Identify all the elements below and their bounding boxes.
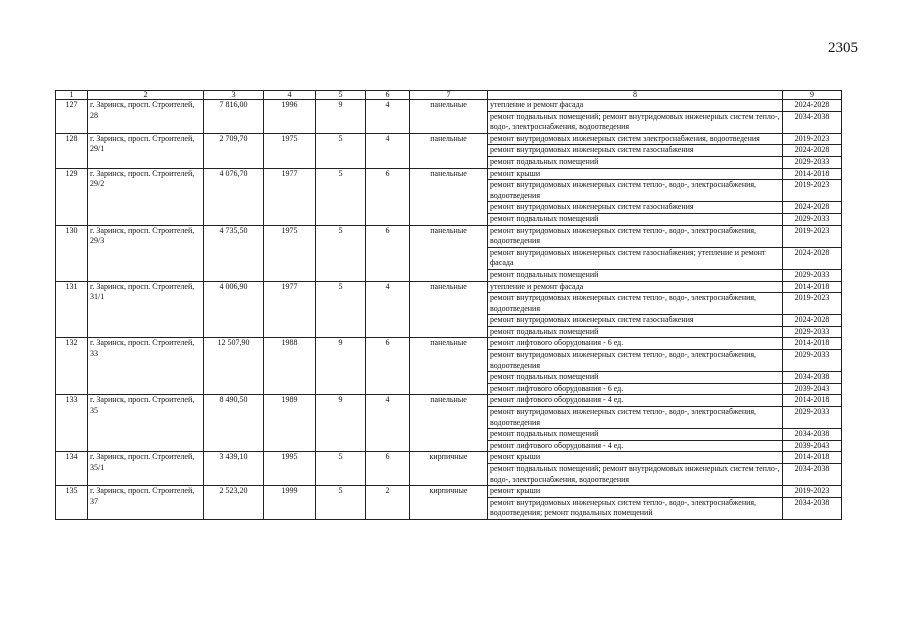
table-row bbox=[56, 486, 842, 498]
wall-material-cell: панельные bbox=[410, 168, 488, 225]
floors-cell: 5 bbox=[316, 133, 366, 168]
table-row bbox=[56, 281, 842, 293]
floors-cell: 5 bbox=[316, 452, 366, 486]
column-header: 6 bbox=[366, 91, 410, 100]
work-description-cell: ремонт внутридомовых инженерных систем тепло-, водо-, электроснабжения, водоотведения bbox=[488, 293, 783, 315]
work-description-cell: ремонт подвальных помещений; ремонт внутридомовых инженерных систем тепло-, водо-, электроснабжения, водоотведения bbox=[488, 464, 783, 486]
table-row bbox=[56, 338, 842, 350]
wall-material-cell: панельные bbox=[410, 133, 488, 168]
area-cell: 4 076,70 bbox=[204, 168, 264, 225]
table-row bbox=[56, 100, 842, 112]
area-cell: 8 490,50 bbox=[204, 395, 264, 452]
year-cell: 1975 bbox=[264, 225, 316, 281]
floors-cell: 5 bbox=[316, 225, 366, 281]
year-cell: 1975 bbox=[264, 133, 316, 168]
address-cell: г. Заринск, просп. Строителей, 35/1 bbox=[88, 452, 204, 486]
row-number-cell: 131 bbox=[56, 281, 88, 338]
period-cell: 2034-2038 bbox=[783, 429, 842, 441]
work-description-cell: утепление и ремонт фасада bbox=[488, 281, 783, 293]
table-row bbox=[56, 133, 842, 145]
entrances-cell: 4 bbox=[366, 133, 410, 168]
period-cell: 2034-2038 bbox=[783, 497, 842, 519]
entrances-cell: 4 bbox=[366, 100, 410, 134]
wall-material-cell: кирпичные bbox=[410, 486, 488, 520]
period-cell: 2014-2018 bbox=[783, 395, 842, 407]
area-cell: 12 507,90 bbox=[204, 338, 264, 395]
period-cell: 2019-2023 bbox=[783, 486, 842, 498]
address-cell: г. Заринск, просп. Строителей, 33 bbox=[88, 338, 204, 395]
entrances-cell: 6 bbox=[366, 338, 410, 395]
work-description-cell: ремонт крыши bbox=[488, 452, 783, 464]
period-cell: 2029-2033 bbox=[783, 269, 842, 281]
floors-cell: 9 bbox=[316, 100, 366, 134]
table-row bbox=[56, 395, 842, 407]
wall-material-cell: панельные bbox=[410, 225, 488, 281]
year-cell: 1989 bbox=[264, 395, 316, 452]
work-description-cell: ремонт внутридомовых инженерных систем электроснабжения, водоотведения bbox=[488, 133, 783, 145]
entrances-cell: 2 bbox=[366, 486, 410, 520]
work-description-cell: ремонт внутридомовых инженерных систем тепло-, водо-, электроснабжения, водоотведения bbox=[488, 225, 783, 247]
work-description-cell: ремонт подвальных помещений bbox=[488, 326, 783, 338]
table-row bbox=[56, 452, 842, 464]
work-description-cell: ремонт крыши bbox=[488, 168, 783, 180]
work-description-cell: ремонт лифтового оборудования - 4 ед. bbox=[488, 395, 783, 407]
row-number-cell: 133 bbox=[56, 395, 88, 452]
area-cell: 3 439,10 bbox=[204, 452, 264, 486]
work-description-cell: ремонт подвальных помещений; ремонт внутридомовых инженерных систем тепло-, водо-, электроснабжения, водоотведения bbox=[488, 111, 783, 133]
row-number-cell: 135 bbox=[56, 486, 88, 520]
row-number-cell: 129 bbox=[56, 168, 88, 225]
work-description-cell: ремонт внутридомовых инженерных систем газоснабжения bbox=[488, 145, 783, 157]
column-header: 2 bbox=[88, 91, 204, 100]
row-number-cell: 128 bbox=[56, 133, 88, 168]
period-cell: 2024-2028 bbox=[783, 315, 842, 327]
area-cell: 4 006,90 bbox=[204, 281, 264, 338]
table-row bbox=[56, 225, 842, 247]
period-cell: 2034-2038 bbox=[783, 372, 842, 384]
period-cell: 2024-2028 bbox=[783, 100, 842, 112]
table-row bbox=[56, 168, 842, 180]
work-description-cell: ремонт внутридомовых инженерных систем тепло-, водо-, электроснабжения, водоотведения bbox=[488, 407, 783, 429]
row-number-cell: 134 bbox=[56, 452, 88, 486]
row-number-cell: 127 bbox=[56, 100, 88, 134]
period-cell: 2024-2028 bbox=[783, 202, 842, 214]
repair-schedule-table bbox=[55, 90, 842, 520]
floors-cell: 5 bbox=[316, 281, 366, 338]
wall-material-cell: панельные bbox=[410, 338, 488, 395]
area-cell: 7 816,00 bbox=[204, 100, 264, 134]
year-cell: 1977 bbox=[264, 281, 316, 338]
address-cell: г. Заринск, просп. Строителей, 37 bbox=[88, 486, 204, 520]
page-number: 2305 bbox=[828, 40, 858, 56]
work-description-cell: ремонт лифтового оборудования - 6 ед. bbox=[488, 338, 783, 350]
floors-cell: 9 bbox=[316, 338, 366, 395]
period-cell: 2034-2038 bbox=[783, 464, 842, 486]
year-cell: 1988 bbox=[264, 338, 316, 395]
area-cell: 4 735,50 bbox=[204, 225, 264, 281]
column-header: 9 bbox=[783, 91, 842, 100]
area-cell: 2 709,70 bbox=[204, 133, 264, 168]
column-header: 1 bbox=[56, 91, 88, 100]
period-cell: 2029-2033 bbox=[783, 213, 842, 225]
entrances-cell: 4 bbox=[366, 281, 410, 338]
period-cell: 2024-2028 bbox=[783, 247, 842, 269]
period-cell: 2014-2018 bbox=[783, 168, 842, 180]
work-description-cell: утепление и ремонт фасада bbox=[488, 100, 783, 112]
work-description-cell: ремонт лифтового оборудования - 4 ед. bbox=[488, 440, 783, 452]
table-body bbox=[56, 100, 842, 520]
year-cell: 1999 bbox=[264, 486, 316, 520]
work-description-cell: ремонт внутридомовых инженерных систем тепло-, водо-, электроснабжения, водоотведения; ремонт подвальных помещений bbox=[488, 497, 783, 519]
address-cell: г. Заринск, просп. Строителей, 31/1 bbox=[88, 281, 204, 338]
address-cell: г. Заринск, просп. Строителей, 29/3 bbox=[88, 225, 204, 281]
column-header: 7 bbox=[410, 91, 488, 100]
address-cell: г. Заринск, просп. Строителей, 29/1 bbox=[88, 133, 204, 168]
floors-cell: 9 bbox=[316, 395, 366, 452]
wall-material-cell: панельные bbox=[410, 100, 488, 134]
period-cell: 2029-2033 bbox=[783, 407, 842, 429]
column-header: 8 bbox=[488, 91, 783, 100]
period-cell: 2014-2018 bbox=[783, 281, 842, 293]
period-cell: 2029-2033 bbox=[783, 156, 842, 168]
period-cell: 2019-2023 bbox=[783, 180, 842, 202]
work-description-cell: ремонт лифтового оборудования - 6 ед. bbox=[488, 383, 783, 395]
column-number-row bbox=[56, 91, 842, 100]
wall-material-cell: панельные bbox=[410, 281, 488, 338]
work-description-cell: ремонт крыши bbox=[488, 486, 783, 498]
period-cell: 2014-2018 bbox=[783, 338, 842, 350]
year-cell: 1996 bbox=[264, 100, 316, 134]
period-cell: 2014-2018 bbox=[783, 452, 842, 464]
entrances-cell: 6 bbox=[366, 225, 410, 281]
work-description-cell: ремонт внутридомовых инженерных систем тепло-, водо-, электроснабжения, водоотведения bbox=[488, 180, 783, 202]
row-number-cell: 132 bbox=[56, 338, 88, 395]
row-number-cell: 130 bbox=[56, 225, 88, 281]
wall-material-cell: панельные bbox=[410, 395, 488, 452]
column-header: 3 bbox=[204, 91, 264, 100]
column-header: 5 bbox=[316, 91, 366, 100]
period-cell: 2034-2038 bbox=[783, 111, 842, 133]
period-cell: 2039-2043 bbox=[783, 440, 842, 452]
work-description-cell: ремонт внутридомовых инженерных систем газоснабжения bbox=[488, 202, 783, 214]
wall-material-cell: кирпичные bbox=[410, 452, 488, 486]
column-header: 4 bbox=[264, 91, 316, 100]
work-description-cell: ремонт подвальных помещений bbox=[488, 372, 783, 384]
work-description-cell: ремонт подвальных помещений bbox=[488, 213, 783, 225]
entrances-cell: 4 bbox=[366, 395, 410, 452]
period-cell: 2019-2023 bbox=[783, 133, 842, 145]
period-cell: 2039-2043 bbox=[783, 383, 842, 395]
period-cell: 2019-2023 bbox=[783, 293, 842, 315]
work-description-cell: ремонт внутридомовых инженерных систем газоснабжения; утепление и ремонт фасада bbox=[488, 247, 783, 269]
year-cell: 1995 bbox=[264, 452, 316, 486]
period-cell: 2029-2033 bbox=[783, 326, 842, 338]
work-description-cell: ремонт внутридомовых инженерных систем газоснабжения bbox=[488, 315, 783, 327]
period-cell: 2029-2033 bbox=[783, 350, 842, 372]
year-cell: 1977 bbox=[264, 168, 316, 225]
address-cell: г. Заринск, просп. Строителей, 28 bbox=[88, 100, 204, 134]
floors-cell: 5 bbox=[316, 168, 366, 225]
area-cell: 2 523,20 bbox=[204, 486, 264, 520]
period-cell: 2019-2023 bbox=[783, 225, 842, 247]
address-cell: г. Заринск, просп. Строителей, 29/2 bbox=[88, 168, 204, 225]
address-cell: г. Заринск, просп. Строителей, 35 bbox=[88, 395, 204, 452]
floors-cell: 5 bbox=[316, 486, 366, 520]
work-description-cell: ремонт подвальных помещений bbox=[488, 156, 783, 168]
period-cell: 2024-2028 bbox=[783, 145, 842, 157]
entrances-cell: 6 bbox=[366, 452, 410, 486]
entrances-cell: 6 bbox=[366, 168, 410, 225]
work-description-cell: ремонт внутридомовых инженерных систем тепло-, водо-, электроснабжения, водоотведения bbox=[488, 350, 783, 372]
work-description-cell: ремонт подвальных помещений bbox=[488, 429, 783, 441]
work-description-cell: ремонт подвальных помещений bbox=[488, 269, 783, 281]
